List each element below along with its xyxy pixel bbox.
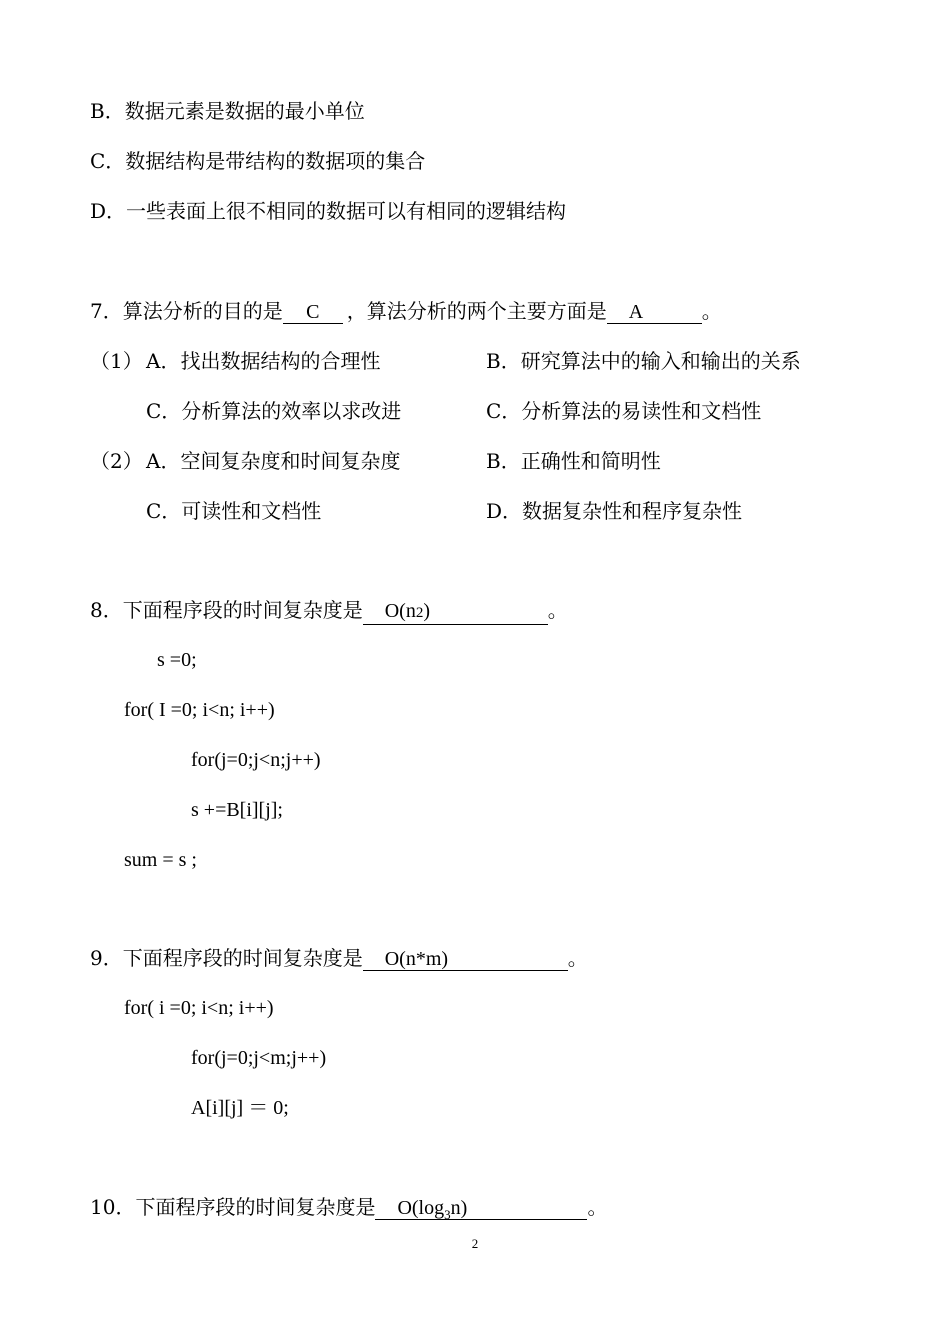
q9-stem-end: 。 — [567, 946, 588, 970]
q9-stem — [90, 946, 588, 970]
q7-answer-1: C — [306, 301, 320, 323]
q10-answer-blank — [375, 1196, 587, 1220]
q7-stem-a: 7．算法分析的目的是 — [90, 299, 283, 323]
q7-part1-option-c2: C．分析算法的易读性和文档性 — [486, 399, 762, 423]
q6-option-c: C．数据结构是带结构的数据项的集合 — [90, 149, 426, 173]
q8-stem-end: 。 — [547, 598, 568, 622]
q7-stem — [90, 299, 722, 323]
q10-answer-base: O(log — [397, 1197, 445, 1219]
q8-answer — [385, 600, 430, 622]
q7-stem-b: ，算法分析的两个主要方面是 — [346, 299, 607, 323]
q7-stem-end: 。 — [701, 299, 722, 323]
q7-answer-blank-2 — [607, 300, 702, 324]
q9-code-line-1: for( i =0; i<n; i++) — [124, 997, 274, 1019]
q8-answer-exponent: 2 — [415, 605, 424, 621]
q10-answer-subscript: 3 — [444, 1207, 451, 1222]
q8-stem — [90, 598, 568, 622]
q10-stem-end: 。 — [587, 1195, 608, 1219]
q7-answer-blank-1 — [283, 300, 343, 324]
q9-answer-blank — [363, 947, 568, 971]
q7-answer-2: A — [628, 301, 644, 323]
q9-code-line-2: for(j=0;j<m;j++) — [191, 1047, 327, 1069]
q9-answer: O(n*m) — [384, 948, 449, 970]
q7-part2-option-d: D．数据复杂性和程序复杂性 — [486, 499, 743, 523]
q8-code-line-2: for( I =0; i<n; i++) — [124, 699, 275, 721]
q7-part1-label: （1） — [90, 349, 143, 373]
q10-answer-close: n) — [450, 1197, 468, 1219]
q8-answer-blank — [363, 599, 548, 625]
q7-part1-option-c: C．分析算法的效率以求改进 — [146, 399, 402, 423]
q7-part1-option-a: A．找出数据结构的合理性 — [146, 349, 381, 373]
q9-stem-text: 9．下面程序段的时间复杂度是 — [90, 946, 363, 970]
q7-part2-option-b: B．正确性和简明性 — [486, 449, 661, 473]
q7-part2-label: （2） — [90, 449, 143, 473]
q6-option-d: D．一些表面上很不相同的数据可以有相同的逻辑结构 — [90, 199, 567, 223]
q8-stem-text: 8．下面程序段的时间复杂度是 — [90, 598, 363, 622]
q9-code-line-3: A[i][j] ＝ 0; — [191, 1097, 289, 1119]
q10-answer — [397, 1197, 468, 1222]
q8-answer-base: O(n — [384, 600, 416, 622]
q8-code-line-3: for(j=0;j<n;j++) — [191, 749, 321, 771]
q8-code-line-4: s +=B[i][j]; — [191, 799, 283, 821]
q6-option-b: B．数据元素是数据的最小单位 — [90, 99, 365, 123]
page-number: 2 — [471, 1236, 479, 1251]
q8-code-line-1: s =0; — [157, 649, 197, 671]
q7-part1-option-b: B．研究算法中的输入和输出的关系 — [486, 349, 801, 373]
q10-stem-text: 10．下面程序段的时间复杂度是 — [90, 1195, 376, 1219]
q10-stem — [90, 1195, 608, 1222]
q7-part2-option-a: A．空间复杂度和时间复杂度 — [146, 449, 401, 473]
q8-code-line-5: sum = s ; — [124, 849, 197, 871]
q7-part2-option-c: C．可读性和文档性 — [146, 499, 322, 523]
q8-answer-close: ) — [423, 600, 431, 622]
